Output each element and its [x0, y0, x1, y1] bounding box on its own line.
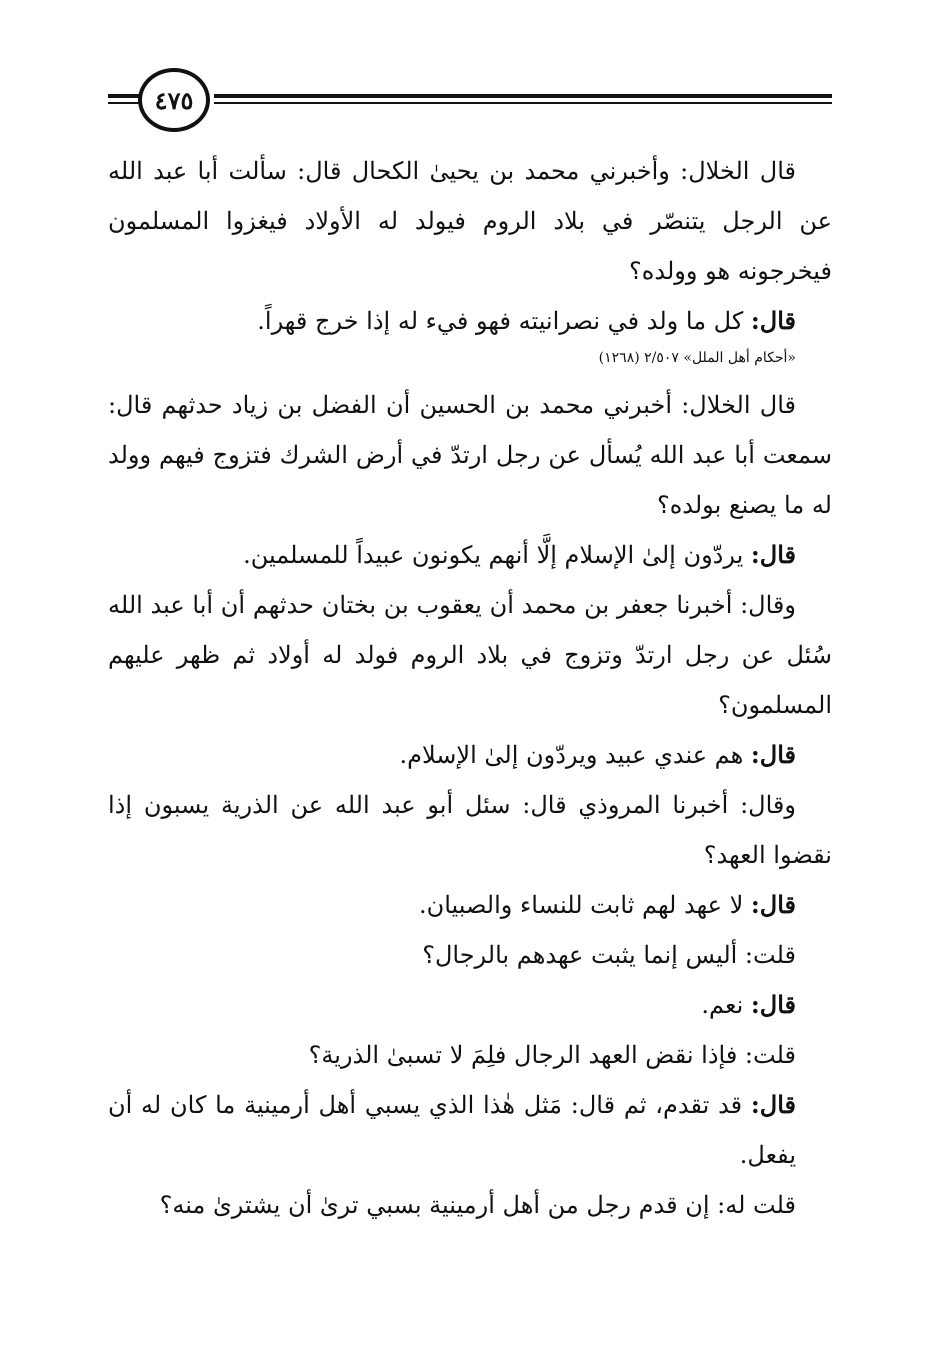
answer-keyword: قال: [750, 306, 796, 335]
answer-keyword: قال: [750, 540, 796, 569]
answer-keyword: قال: [750, 890, 796, 919]
page-number: ٤٧٥ [138, 68, 210, 132]
question-text: قلت: فإذا نقض العهد الرجال فلِمَ لا تسبىٰ الذرية؟ [308, 1041, 796, 1069]
answer-text: يردّون إلىٰ الإسلام إلَّا أنهم يكونون عبيداً للمسلمين. [243, 541, 751, 569]
answer-keyword: قال: [750, 990, 796, 1019]
question-text: قلت: أليس إنما يثبت عهدهم بالرجال؟ [422, 941, 796, 969]
header-rule-left-thin [108, 102, 142, 104]
question-text: قلت له: إن قدم رجل من أهل أرمينية بسبي ترىٰ أن يشترىٰ منه؟ [159, 1191, 796, 1219]
page-header [108, 64, 832, 136]
answer-text: هم عندي عبيد ويردّون إلىٰ الإسلام. [399, 741, 751, 769]
answer-line [108, 730, 796, 780]
answer-line [108, 880, 796, 930]
header-rule-right-thin [214, 102, 832, 104]
text-paragraph: وقال: أخبرنا المروذي قال: سئل أبو عبد الله عن الذرية يسبون إذا نقضوا العهد؟ [108, 791, 832, 869]
header-rule-left-thick [108, 94, 142, 98]
answer-line [108, 980, 796, 1030]
citation-reference: «أحكام أهل الملل» ٢/٥٠٧ (١٢٦٨) [598, 350, 796, 366]
answer-text: قد تقدم، ثم قال: مَثل هٰذا الذي يسبي أهل أرمينية ما كان له أن يفعل. [108, 1091, 796, 1169]
answer-line [108, 1080, 796, 1180]
answer-keyword: قال: [750, 740, 796, 769]
text-paragraph: قال الخلال: أخبرني محمد بن الحسين أن الفضل بن زياد حدثهم قال: سمعت أبا عبد الله يُسأل عن رجل ارتدّ في أرض الشرك فتزوج فيهم وولد له ما يصنع بولده؟ [108, 391, 832, 519]
answer-text: لا عهد لهم ثابت للنساء والصبيان. [418, 891, 751, 919]
question-line [108, 930, 796, 980]
answer-line [108, 296, 796, 346]
answer-text: كل ما ولد في نصرانيته فهو فيء له إذا خرج قهراً. [257, 307, 751, 335]
answer-keyword: قال: [750, 1090, 796, 1119]
question-line [108, 1180, 796, 1230]
text-paragraph: وقال: أخبرنا جعفر بن محمد أن يعقوب بن بختان حدثهم أن أبا عبد الله سُئل عن رجل ارتدّ وتزوج في بلاد الروم فولد له أولاد ثم ظهر عليهم المسلمون؟ [108, 591, 832, 719]
text-paragraph: قال الخلال: وأخبرني محمد بن يحيىٰ الكحال قال: سألت أبا عبد الله عن الرجل يتنصّر في بلاد الروم فيولد له الأولاد فيغزوا المسلمون فيخرجونه هو وولده؟ [108, 157, 832, 285]
header-rule-right-thick [214, 94, 832, 98]
page-body [108, 146, 832, 1230]
answer-line [108, 530, 796, 580]
question-line [108, 1030, 796, 1080]
answer-text: نعم. [701, 991, 751, 1019]
